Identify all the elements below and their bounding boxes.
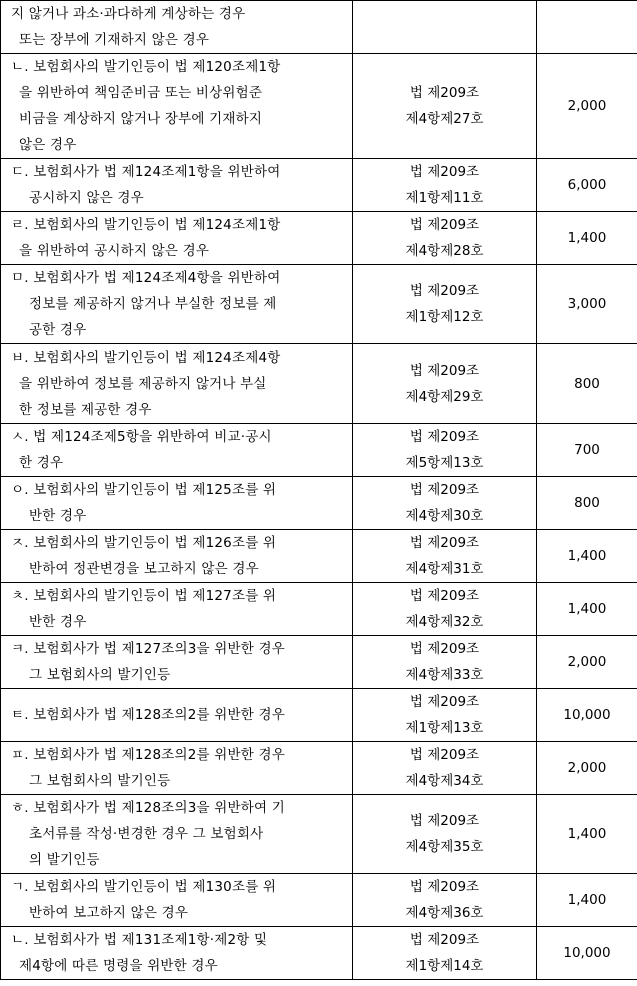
penalty-amount: 1,400 [567,230,607,246]
penalty-amount-cell [537,1,637,54]
violation-description-cell [1,159,353,212]
penalty-amount: 3,000 [567,296,607,312]
violation-description-cell [1,212,353,265]
description-line: ㄹ. 보험회사의 발기인등이 법 제124조제1항 [11,217,281,233]
legal-provision-cell [353,159,537,212]
table-row [1,212,637,265]
provision-line: 법 제209조 [409,694,480,710]
table-row [1,54,637,159]
table-row [1,927,637,980]
provision-line: 제5항제13호 [405,455,484,471]
provision-line: 법 제209조 [409,482,480,498]
description-line: 을 위반하여 정보를 제공하지 않거나 부실 [19,375,267,392]
description-line: 그 보험회사의 발기인등 [29,667,171,683]
table-row [1,477,637,530]
description-line: 제4항에 따른 명령을 위반한 경우 [19,958,218,974]
table-row [1,1,637,54]
legal-provision-cell [353,344,537,424]
penalty-amount-cell [537,424,637,477]
provision-line: 법 제209조 [409,641,480,657]
description-line: 반한 경우 [29,508,87,524]
provision-line: 법 제209조 [409,813,480,829]
legal-provision-cell [353,424,537,477]
legal-provision-cell [353,927,537,980]
provision-line: 법 제209조 [409,535,480,551]
provision-line: 법 제209조 [409,217,480,233]
provision-line: 제4항제32호 [405,614,484,630]
legal-provision-cell [353,54,537,159]
penalty-amount-cell [537,265,637,344]
table-row [1,874,637,927]
description-line: 지 않거나 과소·과다하게 계상하는 경우 [11,6,246,22]
violation-description-cell [1,583,353,636]
violation-description-cell [1,477,353,530]
legal-provision-cell [353,742,537,795]
violation-description-cell [1,54,353,159]
legal-provision-cell [353,212,537,265]
legal-provision-cell [353,1,537,54]
penalty-amount-cell [537,583,637,636]
penalty-amount-cell [537,927,637,980]
description-line: ㅊ. 보험회사의 발기인등이 법 제127조를 위 [11,588,277,604]
penalty-amount: 6,000 [567,177,607,193]
violation-description-cell [1,795,353,874]
provision-line: 제4항제35호 [405,839,484,855]
penalty-amount: 2,000 [567,760,607,776]
table-row [1,795,637,874]
provision-line: 법 제209조 [409,164,480,180]
table-row [1,636,637,689]
description-line: 정보를 제공하지 않거나 부실한 정보를 제 [29,296,277,312]
penalty-amount: 800 [574,495,600,511]
provision-line: 제4항제29호 [405,388,484,405]
provision-line: 법 제209조 [409,932,480,948]
provision-line: 법 제209조 [409,283,480,299]
legal-provision-cell [353,795,537,874]
provision-line: 제4항제31호 [405,561,484,577]
description-line: 않은 경우 [19,137,77,153]
description-line: ㅍ. 보험회사가 법 제128조의2를 위반한 경우 [11,747,285,763]
penalty-amount: 1,400 [567,892,607,908]
provision-line: 제4항제33호 [405,667,484,683]
description-line: 공한 경우 [29,322,87,338]
legal-provision-cell [353,874,537,927]
description-line: 반하여 보고하지 않은 경우 [29,905,189,921]
description-line: 을 위반하여 책임준비금 또는 비상위험준 [19,85,263,101]
description-line: ㄱ. 보험회사의 발기인등이 법 제130조를 위 [11,879,277,895]
penalty-amount-cell [537,636,637,689]
description-line: 한 경우 [19,455,64,471]
description-line: 반한 경우 [29,614,87,630]
violation-description-cell [1,265,353,344]
provision-line: 제4항제28호 [405,243,484,259]
description-line: ㅋ. 보험회사가 법 제127조의3을 위반한 경우 [11,641,285,657]
description-line: ㅌ. 보험회사가 법 제128조의2를 위반한 경우 [11,707,285,723]
violation-description-cell [1,530,353,583]
legal-provision-cell [353,265,537,344]
description-line: 비금을 계상하지 않거나 장부에 기재하지 [19,111,263,127]
penalty-amount: 700 [574,442,600,458]
penalty-amount: 1,400 [567,548,607,564]
legal-provision-cell [353,636,537,689]
table-row [1,424,637,477]
penalty-amount: 1,400 [567,826,607,842]
description-line: 을 위반하여 공시하지 않은 경우 [19,243,210,259]
penalty-amount: 1,400 [567,601,607,617]
description-line: ㄴ. 보험회사의 발기인등이 법 제120조제1항 [11,59,281,75]
provision-line: 법 제209조 [409,429,480,445]
description-line: ㄴ. 보험회사가 법 제131조제1항·제2항 및 [11,932,268,948]
provision-line: 제4항제27호 [405,111,484,127]
penalty-amount: 10,000 [563,945,611,961]
description-line: ㅁ. 보험회사가 법 제124조제4항을 위반하여 [11,270,281,286]
description-line: ㅅ. 법 제124조제5항을 위반하여 비교·공시 [11,429,272,445]
penalty-amount-cell [537,742,637,795]
provision-line: 제1항제14호 [405,958,484,974]
table-row [1,265,637,344]
legal-provision-cell [353,689,537,742]
penalty-amount: 800 [574,375,600,392]
provision-line: 제4항제30호 [405,508,484,524]
penalty-amount: 2,000 [567,98,607,114]
description-line: 초서류를 작성·변경한 경우 그 보험회사 [29,826,264,842]
penalty-amount-cell [537,212,637,265]
penalty-amount-cell [537,159,637,212]
description-line: 한 정보를 제공한 경우 [19,401,152,418]
provision-line: 법 제209조 [409,362,480,379]
table-row [1,583,637,636]
violation-description-cell [1,874,353,927]
penalty-amount-cell [537,54,637,159]
table-row [1,742,637,795]
penalty-amount-cell [537,344,637,424]
provision-line: 제4항제36호 [405,905,484,921]
legal-provision-cell [353,583,537,636]
penalty-amount: 2,000 [567,654,607,670]
description-line: ㅎ. 보험회사가 법 제128조의3을 위반하여 기 [11,800,285,816]
provision-line: 법 제209조 [409,747,480,763]
violation-description-cell [1,689,353,742]
description-line: ㅂ. 보험회사의 발기인등이 법 제124조제4항 [11,349,281,366]
penalty-amount-cell [537,477,637,530]
description-line: 의 발기인등 [29,852,100,868]
description-line: 그 보험회사의 발기인등 [29,773,171,789]
description-line: ㅇ. 보험회사의 발기인등이 법 제125조를 위 [11,482,277,498]
violation-description-cell [1,636,353,689]
provision-line: 제4항제34호 [405,773,484,789]
description-line: 공시하지 않은 경우 [29,190,144,206]
violation-description-cell [1,742,353,795]
provision-line: 제1항제12호 [405,309,484,325]
penalty-amount-cell [537,530,637,583]
penalty-amount-cell [537,874,637,927]
table-row [1,689,637,742]
table-row [1,159,637,212]
description-line: ㅈ. 보험회사의 발기인등이 법 제126조를 위 [11,535,277,551]
provision-line: 제1항제13호 [405,720,484,736]
provision-line: 법 제209조 [409,879,480,895]
legal-provision-cell [353,477,537,530]
violation-description-cell [1,424,353,477]
description-line: 또는 장부에 기재하지 않은 경우 [19,32,210,48]
legal-provision-cell [353,530,537,583]
violation-description-cell [1,344,353,424]
penalty-amount-cell [537,795,637,874]
provision-line: 제1항제11호 [405,190,484,206]
table-row [1,344,637,424]
violation-description-cell [1,927,353,980]
description-line: ㄷ. 보험회사가 법 제124조제1항을 위반하여 [11,164,281,180]
table-row [1,530,637,583]
penalty-amount-cell [537,689,637,742]
violation-description-cell [1,1,353,54]
penalty-amount: 10,000 [563,707,611,723]
provision-line: 법 제209조 [409,85,480,101]
provision-line: 법 제209조 [409,588,480,604]
description-line: 반하여 정관변경을 보고하지 않은 경우 [29,561,259,577]
